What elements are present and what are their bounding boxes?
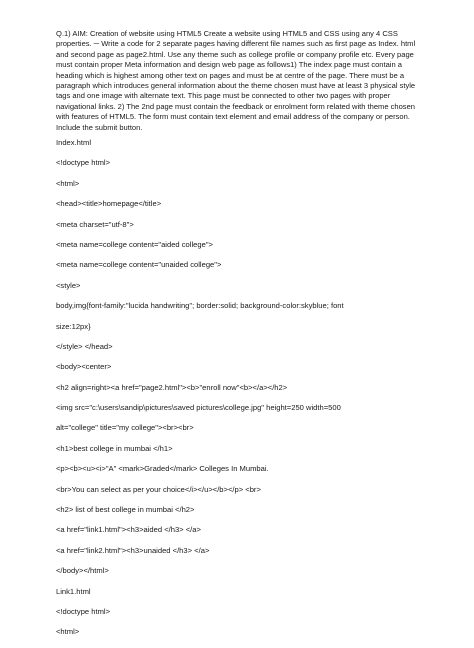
code-line: Index.html bbox=[56, 138, 92, 147]
code-line: <h2 align=right><a href="page2.html"><b>"enroll now"<b></a></h2> bbox=[56, 382, 288, 392]
question-paragraph: Q.1) AIM: Creation of website using HTML5 Create a website using HTML5 and CSS using any 4 CSS properties. ─ Write a code for 2 separate pages having different file names such as first page as Index. html and second page as page2.html. Use any theme such as college profile or company profile etc. Every page must contain proper Meta information and design web page as follows1) The index page must contain a heading which is highest among other text on pages and must be at centre of the page. There must be a paragraph which introduces general information about the theme chosen must have at least 3 physical style tags and one image with alternate text. This page must be connected to other two pages with proper navigational links. 2) The 2nd page must contain the feedback or enrolment form related with theme chosen with features of HTML5. The form must contain text element and email address of the company or person. Include the submit button. bbox=[56, 29, 416, 132]
code-line: <body><center> bbox=[56, 362, 112, 372]
code-line: <head><title>homepage</title> bbox=[56, 199, 162, 209]
code-line: <h2> list of best college in mumbai </h2> bbox=[56, 505, 195, 515]
code-line: <html> bbox=[56, 178, 80, 188]
code-line: <a href="link2.html"><h3>unaided </h3> </a> bbox=[56, 545, 210, 555]
code-line: body,img{font-family:"lucida handwriting"; border:solid; background-color:skyblue; font bbox=[56, 301, 344, 311]
code-line: alt="college" title="my college"><br><br> bbox=[56, 423, 194, 433]
code-line: <html> bbox=[56, 627, 80, 637]
code-line: <a href="link1.html"><h3>aided </h3> </a> bbox=[56, 525, 201, 535]
code-line: </style> </head> bbox=[56, 341, 113, 351]
code-line: <meta charset="utf-8"> bbox=[56, 219, 134, 229]
code-line: Link1.html bbox=[56, 586, 91, 596]
code-line: <h1>best college in mumbai </h1> bbox=[56, 443, 173, 453]
code-line: <!doctype html> bbox=[56, 158, 111, 168]
code-line: <!doctype html> bbox=[56, 606, 111, 616]
code-line: <br>You can select as per your choice</i></u></b></p> <br> bbox=[56, 484, 261, 494]
code-line: size:12px} bbox=[56, 321, 91, 331]
code-line: <meta name=college content="aided college"> bbox=[56, 239, 213, 249]
code-line: <style> bbox=[56, 280, 81, 290]
code-line: </body></html> bbox=[56, 566, 109, 576]
code-line: <meta name=college content="unaided college"> bbox=[56, 260, 222, 270]
code-line: <img src="c:\users\sandip\pictures\saved pictures\college.jpg" height=250 width=500 bbox=[56, 403, 341, 413]
code-listing bbox=[56, 138, 426, 648]
code-line: <p><b><u><i>"A" <mark>Graded</mark> Colleges In Mumbai. bbox=[56, 464, 269, 474]
